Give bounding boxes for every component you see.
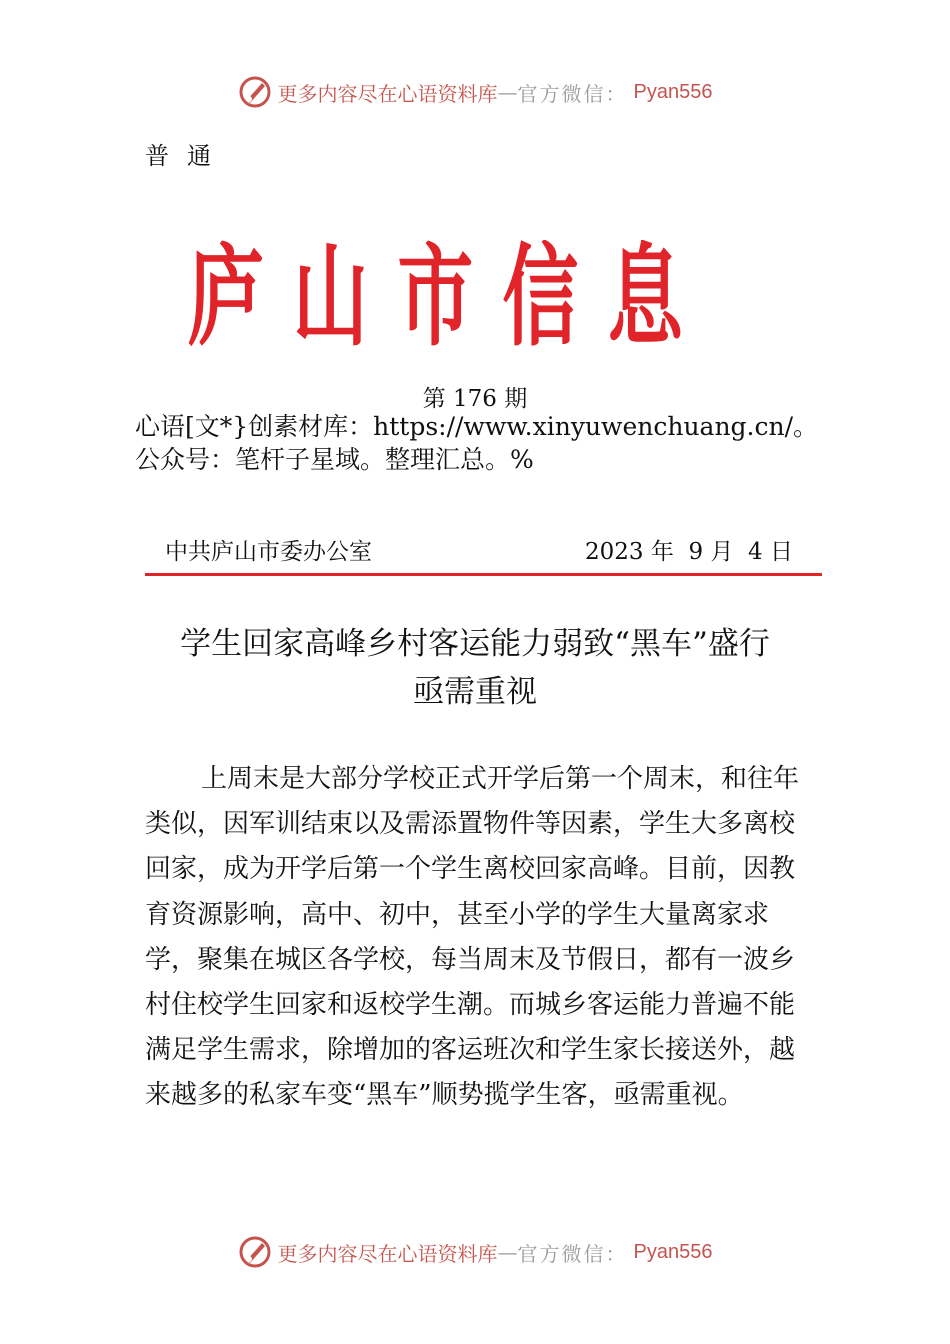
banner-wechat-id: Pyan556 — [633, 80, 713, 103]
banner-wechat-label: 官方微信： — [517, 1241, 628, 1266]
masthead-title — [0, 240, 950, 350]
article-headline — [120, 620, 830, 716]
banner-text: 更多内容尽在心语资料库 — [277, 1241, 498, 1266]
issue-number: 第 176 期 — [422, 386, 528, 412]
masthead-text: 庐山市信息 — [187, 240, 713, 350]
source-note: 心语[文*}创素材库：https://www.xinyuwenchuang.cn/。公众号：笔杆子星域。整理汇总。% — [135, 412, 819, 474]
banner-separator: — — [497, 1240, 518, 1264]
banner-wechat-id: Pyan556 — [633, 1240, 713, 1263]
headline-line-1: 学生回家高峰乡村客运能力弱致“黑车”盛行 — [180, 626, 770, 662]
distribution-level: 普通 — [145, 142, 229, 170]
red-divider — [145, 573, 822, 576]
banner-wechat-label: 官方微信： — [517, 81, 628, 106]
banner-text: 更多内容尽在心语资料库 — [277, 81, 498, 106]
promo-banner-top — [0, 72, 950, 112]
pen-logo-icon — [238, 75, 272, 109]
promo-banner-bottom — [0, 1232, 950, 1272]
pen-logo-icon — [238, 1235, 272, 1269]
issue-date: 2023 年 9 月 4 日 — [585, 539, 793, 565]
issuing-office: 中共庐山市委办公室 — [165, 539, 372, 565]
article-body: 上周末是大部分学校正式开学后第一个周末，和往年类似，因军训结束以及需添置物件等因素，学生大多离校回家，成为开学后第一个学生离校回家高峰。目前，因教育资源影响，高中、初中，甚至小学的学生大量离家求学，聚集在城区各学校，每当周末及节假日，都有一波乡村住校学生回家和返校学生潮。而城乡客运能力普遍不能满足学生需求，除增加的客运班次和学生家长接送外，越来越多的私家车变“黑车”顺势揽学生客，亟需重视。 — [145, 764, 800, 1111]
banner-separator: — — [497, 80, 518, 104]
headline-line-2: 亟需重视 — [413, 674, 537, 710]
